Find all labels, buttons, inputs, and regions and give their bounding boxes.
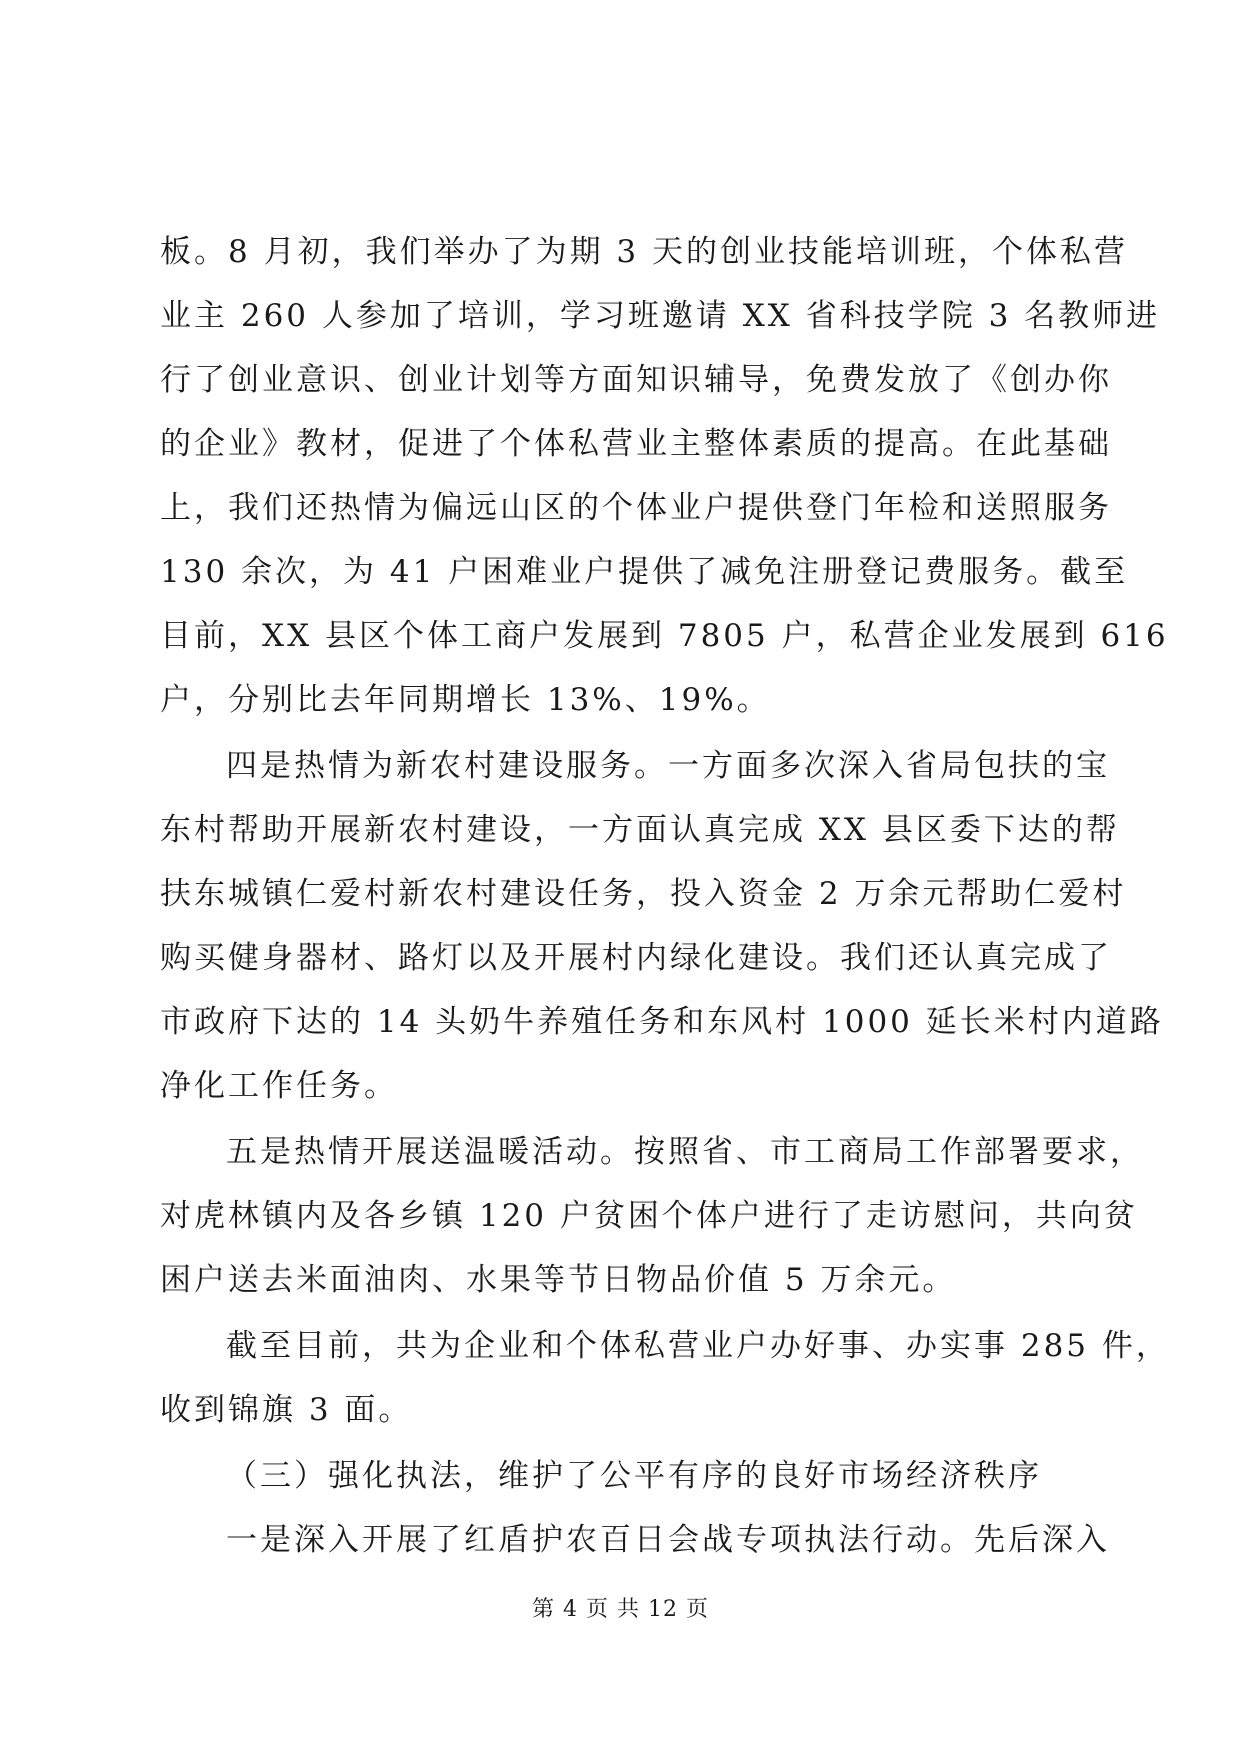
text-line: 上，我们还热情为偏远山区的个体业户提供登门年检和送照服务 (160, 490, 1112, 526)
text-line: 户，分别比去年同期增长 13%、19%。 (160, 682, 771, 718)
text-line: （三）强化执法，维护了公平有序的良好市场经济秩序 (226, 1458, 1042, 1494)
text-line: 对虎林镇内及各乡镇 120 户贫困个体户进行了走访慰问，共向贫 (160, 1198, 1138, 1234)
text-line: 截至目前，共为企业和个体私营业户办好事、办实事 285 件， (226, 1328, 1170, 1364)
paragraph-3 (160, 1120, 1144, 1312)
page-footer: 第 4 页 共 12 页 (532, 1597, 709, 1622)
text-line: 净化工作任务。 (160, 1068, 398, 1104)
text-line: 扶东城镇仁爱村新农村建设任务，投入资金 2 万余元帮助仁爱村 (160, 876, 1127, 912)
paragraph-1 (160, 220, 1169, 732)
document-body (160, 220, 1170, 1572)
text-line: 一是深入开展了红盾护农百日会战专项执法行动。先后深入 (226, 1522, 1110, 1558)
section-heading (160, 1444, 1084, 1508)
text-line: 130 余次，为 41 户困难业户提供了减免注册登记费服务。截至 (160, 554, 1129, 590)
text-line: 收到锦旗 3 面。 (160, 1392, 413, 1428)
paragraph-6 (160, 1508, 1110, 1572)
text-line: 东村帮助开展新农村建设，一方面认真完成 XX 县区委下达的帮 (160, 812, 1120, 848)
text-line: 市政府下达的 14 头奶牛养殖任务和东风村 1000 延长米村内道路 (160, 1004, 1164, 1040)
text-line: 板。8 月初，我们举办了为期 3 天的创业技能培训班，个体私营 (160, 234, 1129, 270)
text-line: 四是热情为新农村建设服务。一方面多次深入省局包扶的宝 (226, 748, 1110, 784)
text-line: 购买健身器材、路灯以及开展村内绿化建设。我们还认真完成了 (160, 940, 1112, 976)
paragraph-4 (160, 1314, 1170, 1442)
text-line: 行了创业意识、创业计划等方面知识辅导，免费发放了《创办你 (160, 362, 1112, 398)
text-line: 业主 260 人参加了培训，学习班邀请 XX 省科技学院 3 名教师进 (160, 298, 1161, 334)
paragraph-2 (160, 734, 1164, 1118)
text-line: 目前，XX 县区个体工商户发展到 7805 户，私营企业发展到 616 (160, 618, 1169, 654)
text-line: 五是热情开展送温暖活动。按照省、市工商局工作部署要求， (226, 1134, 1144, 1170)
text-line: 的企业》教材，促进了个体私营业主整体素质的提高。在此基础 (160, 426, 1112, 462)
text-line: 困户送去米面油肉、水果等节日物品价值 5 万余元。 (160, 1262, 957, 1298)
